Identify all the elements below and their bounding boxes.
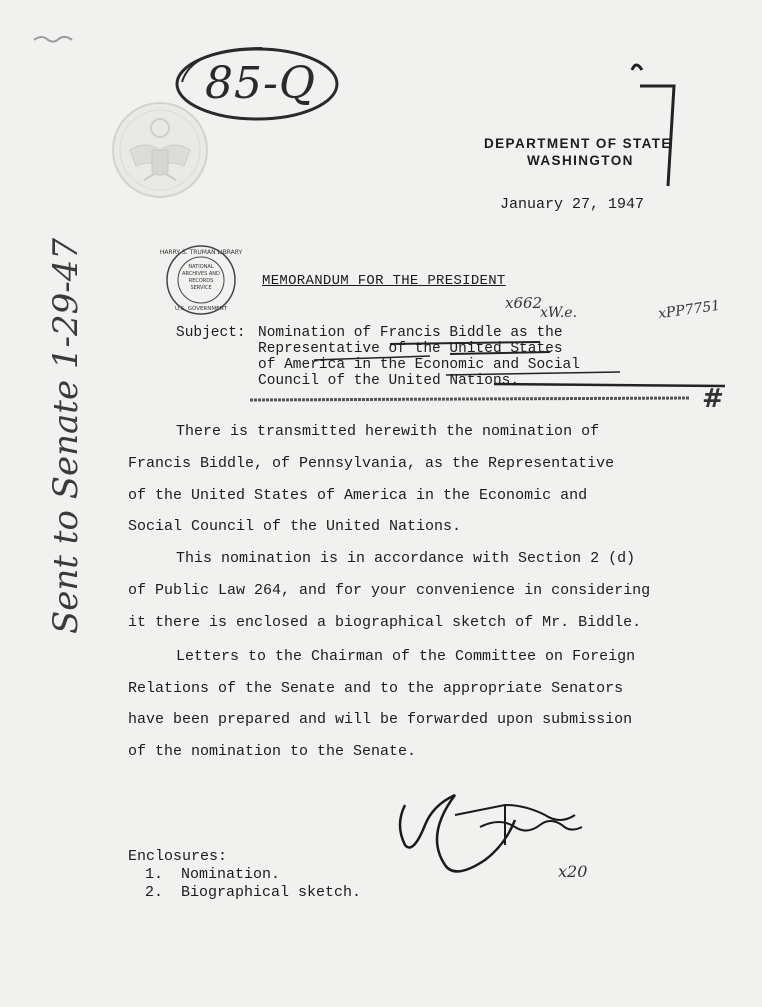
subject-line: of America in the Economic and Social <box>258 357 580 373</box>
document-date: January 27, 1947 <box>500 196 645 213</box>
margin-handwritten-note <box>10 180 86 720</box>
body-line: Social Council of the United Nations. <box>128 518 462 535</box>
annotation-xw: xW.e. <box>540 305 578 321</box>
body-line: Letters to the Chairman of the Committee on Foreign <box>176 648 636 665</box>
stamp-text-4: RECORDS <box>188 278 214 284</box>
corner-smudge <box>30 28 90 48</box>
body-line: it there is enclosed a biographical sketch of Mr. Biddle. <box>128 614 642 631</box>
margin-note-text: Sent to Senate 1-29-47 <box>46 237 86 634</box>
stamp-text-3: ARCHIVES AND <box>182 271 220 277</box>
department-name: DEPARTMENT OF STATE <box>484 136 672 151</box>
annotation-file-ref: x662 <box>505 294 543 312</box>
stamp-text-bottom: U.S. GOVERNMENT <box>174 306 228 312</box>
stamp-text-2: NATIONAL <box>188 264 214 270</box>
enclosure-item: 2. Biographical sketch. <box>145 884 362 901</box>
stamp-text-5: SERVICE <box>190 285 212 291</box>
subject-pencil-underlines <box>250 328 730 410</box>
body-line: of Public Law 264, and for your convenience in considering <box>128 582 651 599</box>
subject-line: Council of the United Nations. <box>258 373 520 389</box>
body-line: have been prepared and will be forwarded upon submission <box>128 711 633 728</box>
enclosure-item: 1. Nomination. <box>145 866 281 883</box>
body-line: of the United States of America in the Economic and <box>128 487 588 504</box>
subject-line: Nomination of Francis Biddle as the <box>258 325 563 341</box>
corner-pencil-mark <box>628 56 688 186</box>
subject-label: Subject: <box>176 325 246 341</box>
annotation-hash: # <box>702 384 724 414</box>
enclosures-heading: Enclosures: <box>128 848 228 865</box>
file-number: 85-Q <box>205 58 316 109</box>
stamp-text-top: HARRY S. TRUMAN LIBRARY <box>159 249 243 256</box>
annotation-x20: x20 <box>558 862 588 881</box>
memo-title: MEMORANDUM FOR THE PRESIDENT <box>262 273 506 289</box>
body-line: of the nomination to the Senate. <box>128 743 417 760</box>
subject-line: Representative of the United States <box>258 341 563 357</box>
department-seal-icon <box>110 100 210 200</box>
body-line: Francis Biddle, of Pennsylvania, as the Representative <box>128 455 615 472</box>
library-stamp-icon <box>159 244 243 316</box>
body-line: This nomination is in accordance with Section 2 (d) <box>176 550 636 567</box>
body-line: There is transmitted herewith the nomination of <box>176 423 600 440</box>
annotation-pp-ref: xPP7751 <box>657 297 722 323</box>
body-line: Relations of the Senate and to the appropriate Senators <box>128 680 624 697</box>
department-city: WASHINGTON <box>527 153 634 168</box>
